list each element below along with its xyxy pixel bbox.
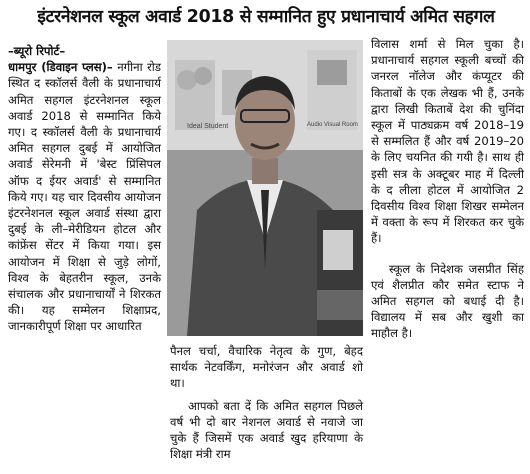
- byline: –ब्यूरो रिपोर्ट–: [8, 44, 66, 58]
- dateline: धामपुर (डिवाइन प्लस)–: [8, 60, 113, 75]
- article-column-left: [8, 43, 161, 335]
- article-paragraph: आपको बता दें कि अमित सहगल पिछले वर्ष भी दो बार नेशनल अवार्ड से नवाजे जा चुके हैं जिसमें एक अवार्ड खुद हरियाणा के शिक्षा मंत्री राम: [170, 398, 363, 462]
- headline: इंटरनेशनल स्कूल अवार्ड 2018 से सम्मानित हुए प्रधानाचार्य अमित सहगल: [37, 7, 495, 27]
- sign-ideal-student: Ideal Student: [187, 123, 229, 130]
- article-column-right: [371, 36, 524, 342]
- article-column-middle: [170, 343, 363, 462]
- article-paragraph: स्कूल के निदेशक जसप्रीत सिंह एवं शैलप्रीत कौर समेत स्टाफ ने अमित सहगल को बधाई दी है। विद्यालय में सब और खुशी का माहौल है।: [371, 261, 524, 341]
- article-paragraph: विलास शर्मा से मिल चुका है। प्रधानाचार्य सहगल स्कूली बच्चों की जनरल नॉलेज और कंप्यूटर की किताबों के एक लेखक भी हैं, उनके द्वारा लिखी किताबें देश की चुनिंदा स्कूल में पाठ्यक्रम वर्ष 2018–19 से सम्मलित हैं और वर्ष 2019–20 के लिए चयनित की गयी है। साथ ही इसी सत्र के अक्टूबर माह में दिल्ली के द लीला होटल में आयोजित 2 दिवसीय विश्व शिक्षा शिखर सम्मेलन में वक्ता के रूप में शिरकत कर चुके हैं।: [371, 37, 524, 246]
- article-paragraph: पैनल चर्चा, वैचारिक नेतृत्व के गुण, बेहद सार्थक नेटवर्किंग, मनोरंजन और अवार्ड शो था।: [170, 344, 363, 391]
- sign-audio-visual: Audio Visual Room: [307, 122, 358, 128]
- paragraph-text: नगीना रोड स्थित द स्कॉलर्स वैली के प्रधानाचार्य अमित सहगल इंटरनेशनल स्कूल अवार्ड 2018 से सम्मानित किये गए। द स्कॉलर्स वैली के प्रधानाचार्य अमित सहगल दुबई में आयोजित अवार्ड सेरेमनी में 'बेस्ट प्रिंसिपल ऑफ द ईयर अवार्ड' से सम्मानित किये गए। यह चार दिवसीय आयोजन इंटरनेशनल स्कूल अवार्ड संस्था द्वारा दुबई के ली–मेरीडियन होटल और कांफ्रेंस सेंटर में किया गया। इस आयोजन में शिक्षा से जुड़े लोगों, विश्व के बेहतरीन स्कूल, उनके संचालक और प्रधानाचार्यों ने शिरकत की। यह सम्मेलन शिक्षाप्रद, जानकारीपूर्ण शिक्षा पर आधारित: [8, 60, 162, 334]
- article-paragraph: [8, 59, 161, 334]
- photo-illustration: [167, 40, 363, 336]
- news-photo: [167, 40, 363, 336]
